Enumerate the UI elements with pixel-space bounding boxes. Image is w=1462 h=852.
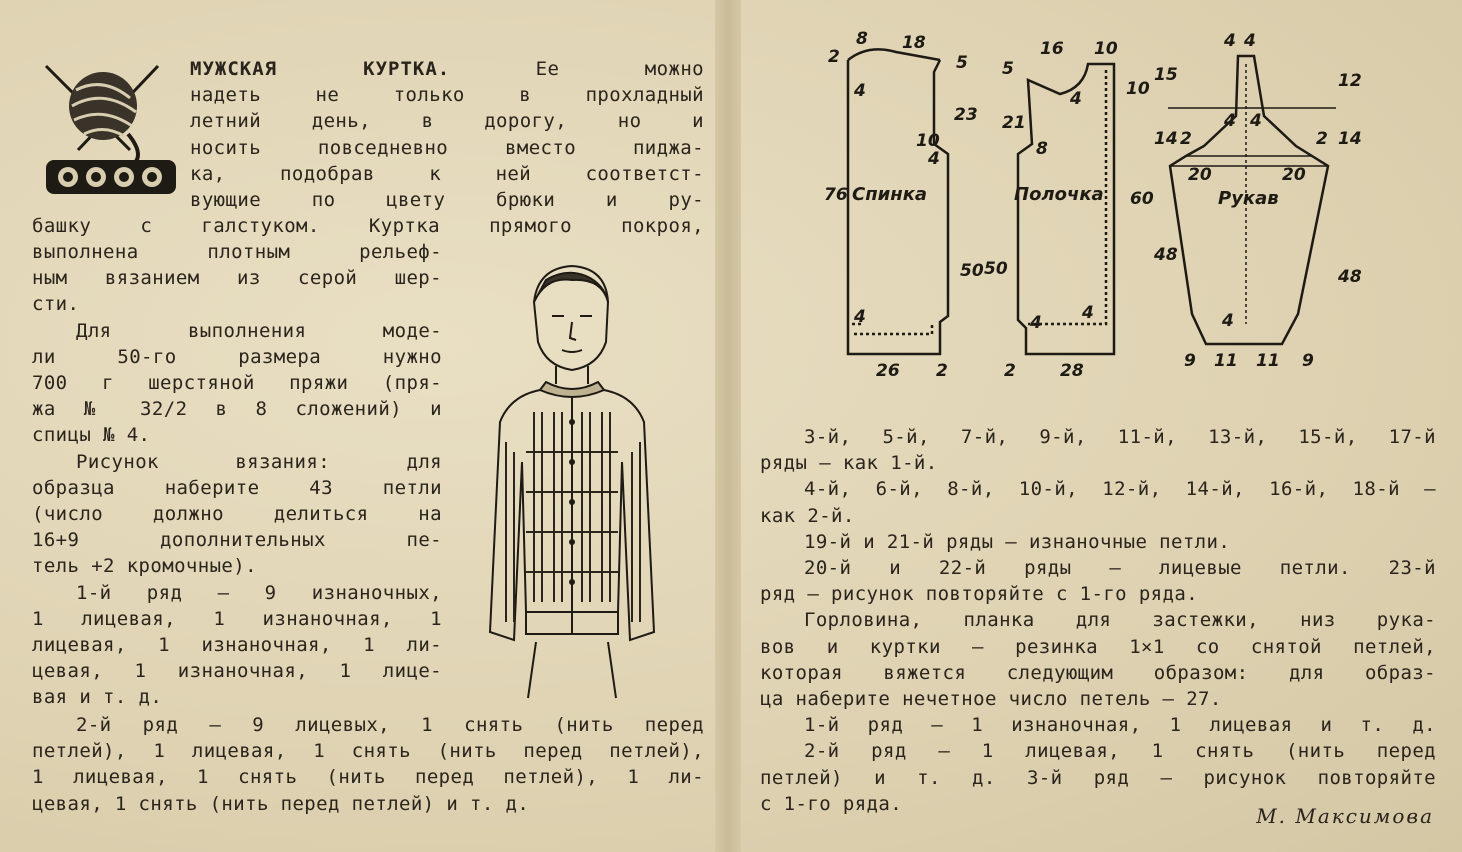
front-label: Полочка xyxy=(1014,184,1104,205)
dimension-label: 50 xyxy=(984,259,1008,279)
front-piece xyxy=(1018,64,1114,354)
pattern-schematics xyxy=(808,24,1368,384)
dimension-label: 4 xyxy=(928,149,940,169)
text-line: вов и куртки — резинка 1×1 со снятой петлей, xyxy=(760,635,1436,658)
text-line: петлей), 1 лицевая, 1 снять (нить перед петлей), xyxy=(32,740,704,763)
dimension-label: 14 xyxy=(1338,129,1362,149)
page-gutter xyxy=(715,0,741,852)
dimension-label: 2 xyxy=(1316,129,1328,149)
intro-paragraph xyxy=(190,56,704,213)
text-line: (число должно делиться на xyxy=(32,503,442,526)
instructions-left xyxy=(32,239,442,711)
dimension-label: 18 xyxy=(902,33,926,53)
dimension-label: 2 xyxy=(1004,361,1016,381)
dimension-label: 2 xyxy=(1180,129,1192,149)
text-line: башку с галстуком. Куртка прямого покроя, xyxy=(32,215,704,237)
dimension-label: 4 xyxy=(854,81,866,101)
dimension-label: 28 xyxy=(1060,361,1084,381)
dimension-label: 21 xyxy=(1002,113,1026,133)
dimension-label: 4 xyxy=(854,307,866,327)
dimension-label: 4 xyxy=(1030,313,1042,333)
dimension-label: 26 xyxy=(876,361,900,381)
text-line: 2-й ряд — 9 лицевых, 1 снять (нить перед xyxy=(76,714,704,736)
text-line: 2-й ряд — 1 лицевая, 1 снять (нить перед xyxy=(804,740,1436,763)
text-line: Ее можно xyxy=(535,58,704,80)
instructions-right xyxy=(760,424,1436,817)
text-line: жа № 32/2 в 8 сложений) и xyxy=(32,398,442,421)
text-line: вующие по цвету брюки и ру- xyxy=(190,189,704,212)
text-line: ряды — как 1-й. xyxy=(760,452,938,475)
dimension-label: 4 xyxy=(1224,31,1236,51)
text-line: сти. xyxy=(32,293,80,316)
text-line: летний день, в дорогу, но и xyxy=(190,110,704,133)
dimension-label: 50 xyxy=(960,261,984,281)
text-line: 1 лицевая, 1 снять (нить перед петлей), 1 ли- xyxy=(32,766,704,789)
dimension-label: 8 xyxy=(856,29,868,49)
dimension-label: 10 xyxy=(916,131,940,151)
text-line: цевая, 1 снять (нить перед петлей) и т. д. xyxy=(32,792,530,815)
text-line: вая и т. д. xyxy=(32,686,163,709)
dimension-label: 4 xyxy=(1222,311,1234,331)
text-line: 1-й ряд — 1 изнаночная, 1 лицевая и т. д. xyxy=(804,714,1436,737)
text-line: цевая, 1 изнаночная, 1 лице- xyxy=(32,660,442,683)
dimension-label: 16 xyxy=(1040,39,1064,59)
dimension-label: 48 xyxy=(1338,267,1362,287)
dimension-label: 12 xyxy=(1338,71,1362,91)
text-line: петлей) и т. д. 3-й ряд — рисунок повторяйте xyxy=(760,766,1436,789)
text-line: Рисунок вязания: для xyxy=(76,450,442,473)
back-label: Спинка xyxy=(852,184,928,205)
intro-paragraph-cont xyxy=(32,213,704,239)
dimension-label: 9 xyxy=(1302,351,1314,371)
dimension-label: 60 xyxy=(1130,189,1154,209)
text-line: носить повседневно вместо пиджа- xyxy=(190,136,704,159)
text-line: Для выполнения моде- xyxy=(76,319,442,342)
dimension-label: 48 xyxy=(1154,245,1178,265)
dimension-label: 5 xyxy=(956,53,968,73)
knitting-yarn-icon xyxy=(38,58,188,198)
dimension-label: 20 xyxy=(1188,165,1212,185)
dimension-label: 14 xyxy=(1154,129,1178,149)
text-line: ли 50-го размера нужно xyxy=(32,345,442,368)
text-line: ка, подобрав к ней соответст- xyxy=(190,162,704,185)
text-line: надеть не только в прохладный xyxy=(190,84,704,107)
dimension-label: 4 xyxy=(1244,31,1256,51)
text-line: ряд — рисунок повторяйте с 1-го ряда. xyxy=(760,583,1199,606)
dimension-label: 10 xyxy=(1094,39,1118,59)
dimension-label: 20 xyxy=(1282,165,1306,185)
text-line: тель +2 кромочные). xyxy=(32,555,257,578)
instructions-left-bottom xyxy=(32,712,704,817)
dimension-label: 76 xyxy=(824,185,848,205)
dimension-label: 4 xyxy=(1070,89,1082,109)
dimension-label: 11 xyxy=(1256,351,1280,371)
text-line: выполнена плотным рельеф- xyxy=(32,241,442,263)
text-line: ным вязанием из серой шер- xyxy=(32,267,442,290)
text-line: 700 г шерстяной пряжи (пря- xyxy=(32,372,442,395)
dimension-label: 9 xyxy=(1184,351,1196,371)
dimension-label: 11 xyxy=(1214,351,1238,371)
text-line: 20-й и 22-й ряды — лицевые петли. 23-й xyxy=(804,557,1436,580)
dimension-label: 4 xyxy=(1224,111,1236,131)
dimension-label: 2 xyxy=(936,361,948,381)
text-line: как 2-й. xyxy=(760,504,855,527)
text-line: образца наберите 43 петли xyxy=(32,476,442,499)
text-line: лицевая, 1 изнаночная, 1 ли- xyxy=(32,634,442,657)
dimension-label: 8 xyxy=(1036,139,1048,159)
text-line: Горловина, планка для застежки, низ рука- xyxy=(804,609,1436,632)
dimension-label: 2 xyxy=(828,47,840,67)
text-line: 1 лицевая, 1 изнаночная, 1 xyxy=(32,607,442,630)
text-line: с 1-го ряда. xyxy=(760,792,903,815)
text-line: 3-й, 5-й, 7-й, 9-й, 11-й, 13-й, 15-й, 17-й xyxy=(804,426,1436,448)
text-line: которая вяжется следующим образом: для образ- xyxy=(760,661,1436,684)
sleeve-label: Рукав xyxy=(1218,188,1279,209)
dimension-label: 4 xyxy=(1082,303,1094,323)
jacket-illustration xyxy=(486,262,701,702)
dimension-label: 23 xyxy=(954,105,978,125)
dimension-label: 10 xyxy=(1126,79,1150,99)
text-line: 16+9 дополнительных пе- xyxy=(32,529,442,552)
dimension-label: 4 xyxy=(1250,111,1262,131)
text-line: спицы № 4. xyxy=(32,424,151,447)
dimension-label: 5 xyxy=(1002,59,1014,79)
text-line: 19-й и 21-й ряды — изнаночные петли. xyxy=(804,530,1231,553)
text-line: 1-й ряд — 9 изнаночных, xyxy=(76,581,442,604)
article-title: МУЖСКАЯ КУРТКА. xyxy=(190,58,451,80)
dimension-label: 15 xyxy=(1154,65,1178,85)
text-line: 4-й, 6-й, 8-й, 10-й, 12-й, 14-й, 16-й, 18-й — xyxy=(804,478,1436,501)
text-line: ца наберите нечетное число петель — 27. xyxy=(760,688,1222,711)
author-signature: М. Максимова xyxy=(1256,804,1434,828)
